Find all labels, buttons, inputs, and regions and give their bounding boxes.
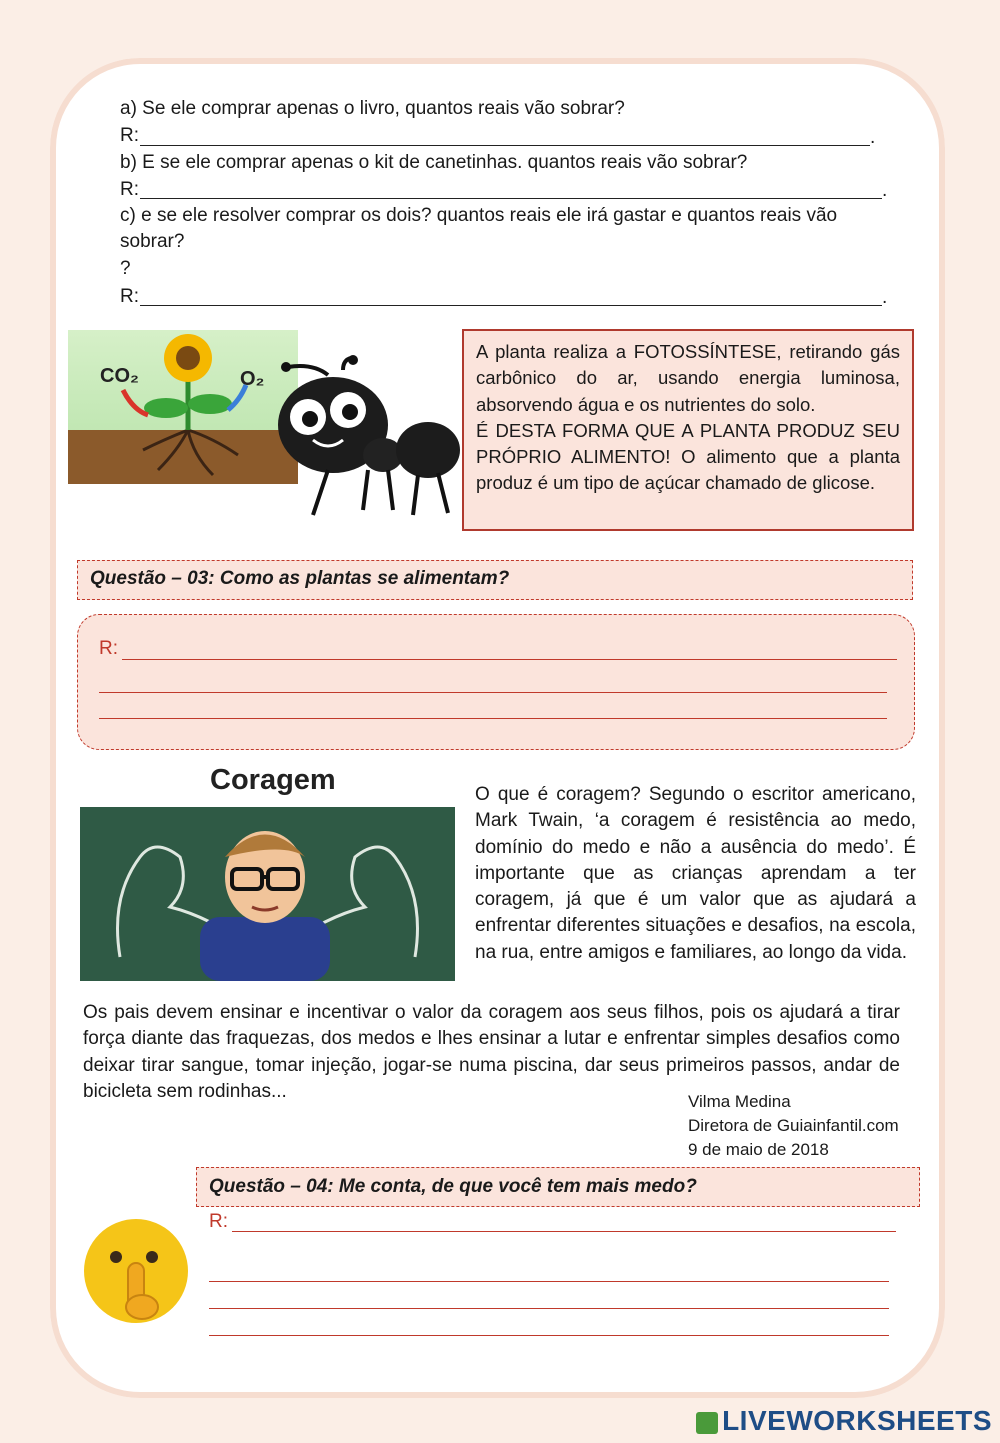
courage-side-text: O que é coragem? Segundo o escritor americano, Mark Twain, ‘a coragem é resistência ao medo, domínio do medo e não a ausência do medo’. É importante que as crianças aprendam a ter coragem, já que é um valor que as ajudará a enfrentar diferentes situações e desafios, na escola, na rua, entre amigos e familiares, ao longo da vida. bbox=[475, 784, 916, 963]
shushing-face-icon bbox=[80, 1215, 192, 1327]
question-c-mark: ? bbox=[120, 258, 131, 279]
answer-c-period: . bbox=[882, 287, 888, 308]
answer-3-box bbox=[77, 614, 915, 750]
courage-signature bbox=[688, 1090, 899, 1162]
article-date: 9 de maio de 2018 bbox=[688, 1140, 829, 1159]
courage-title: Coragem bbox=[210, 764, 336, 796]
liveworksheets-logo[interactable] bbox=[696, 1405, 992, 1437]
info-text-1: A planta realiza a FOTOSSÍNTESE, retirando gás carbônico do ar, usando energia luminosa, absorvendo água e os nutrientes do solo. bbox=[476, 341, 900, 415]
answer-a-period: . bbox=[870, 127, 876, 148]
brand-text: LIVEWORKSHEETS bbox=[722, 1405, 992, 1436]
answer-4-line-4[interactable] bbox=[209, 1335, 889, 1336]
question-3-title: Questão – 03: Como as plantas se alimentam? bbox=[90, 568, 510, 589]
answer-3-line-1[interactable] bbox=[122, 659, 897, 660]
question-b: b) E se ele comprar apenas o kit de canetinhas. quantos reais vão sobrar? bbox=[120, 152, 748, 173]
answer-b-label: R: bbox=[120, 179, 139, 200]
co2-label: CO₂ bbox=[100, 365, 139, 387]
answer-c-line[interactable] bbox=[140, 305, 882, 306]
o2-label: O₂ bbox=[240, 368, 265, 390]
question-3-box bbox=[77, 560, 913, 600]
answer-b-line[interactable] bbox=[140, 198, 882, 199]
answer-4-line-1[interactable] bbox=[232, 1231, 896, 1232]
question-4-title: Questão – 04: Me conta, de que você tem mais medo? bbox=[209, 1176, 697, 1197]
answer-3-label: R: bbox=[99, 638, 118, 659]
courage-boy-image bbox=[80, 807, 455, 981]
answer-3-line-3[interactable] bbox=[99, 718, 887, 719]
answer-4-label: R: bbox=[209, 1211, 228, 1232]
answer-b-period: . bbox=[882, 180, 888, 201]
courage-body-text: Os pais devem ensinar e incentivar o valor da coragem aos seus filhos, pois os ajudará a tirar força diante das fraquezas, dos medos e lhes ensinar a lutar e enfrentar simples desafios como deixar tirar sangue, tomar injeção, jogar-se numa piscina, dar seus primeiros passos, andar de bicicleta sem rodinhas... bbox=[83, 1002, 900, 1102]
answer-a-line[interactable] bbox=[140, 145, 870, 146]
answer-3-line-2[interactable] bbox=[99, 692, 887, 693]
photosynthesis-image bbox=[68, 330, 298, 484]
question-c-line2: sobrar? bbox=[120, 231, 185, 252]
info-text-2: É DESTA FORMA QUE A PLANTA PRODUZ SEU PRÓPRIO ALIMENTO! O alimento que a planta produz é um tipo de açúcar chamado de glicose. bbox=[476, 419, 900, 494]
question-4-box bbox=[196, 1167, 920, 1207]
photosynthesis-info-box bbox=[462, 329, 914, 531]
author-name: Vilma Medina bbox=[688, 1092, 791, 1111]
question-a: a) Se ele comprar apenas o livro, quantos reais vão sobrar? bbox=[120, 98, 625, 119]
answer-4-line-2[interactable] bbox=[209, 1281, 889, 1282]
brand-icon bbox=[696, 1412, 718, 1434]
author-role: Diretora de Guiainfantil.com bbox=[688, 1116, 899, 1135]
answer-c-label: R: bbox=[120, 286, 139, 307]
sunflower-icon bbox=[164, 334, 212, 382]
question-c-line1: c) e se ele resolver comprar os dois? quantos reais ele irá gastar e quantos reais vão bbox=[120, 205, 838, 226]
answer-4-line-3[interactable] bbox=[209, 1308, 889, 1309]
answer-a-label: R: bbox=[120, 125, 139, 146]
ant-icon bbox=[268, 355, 468, 530]
